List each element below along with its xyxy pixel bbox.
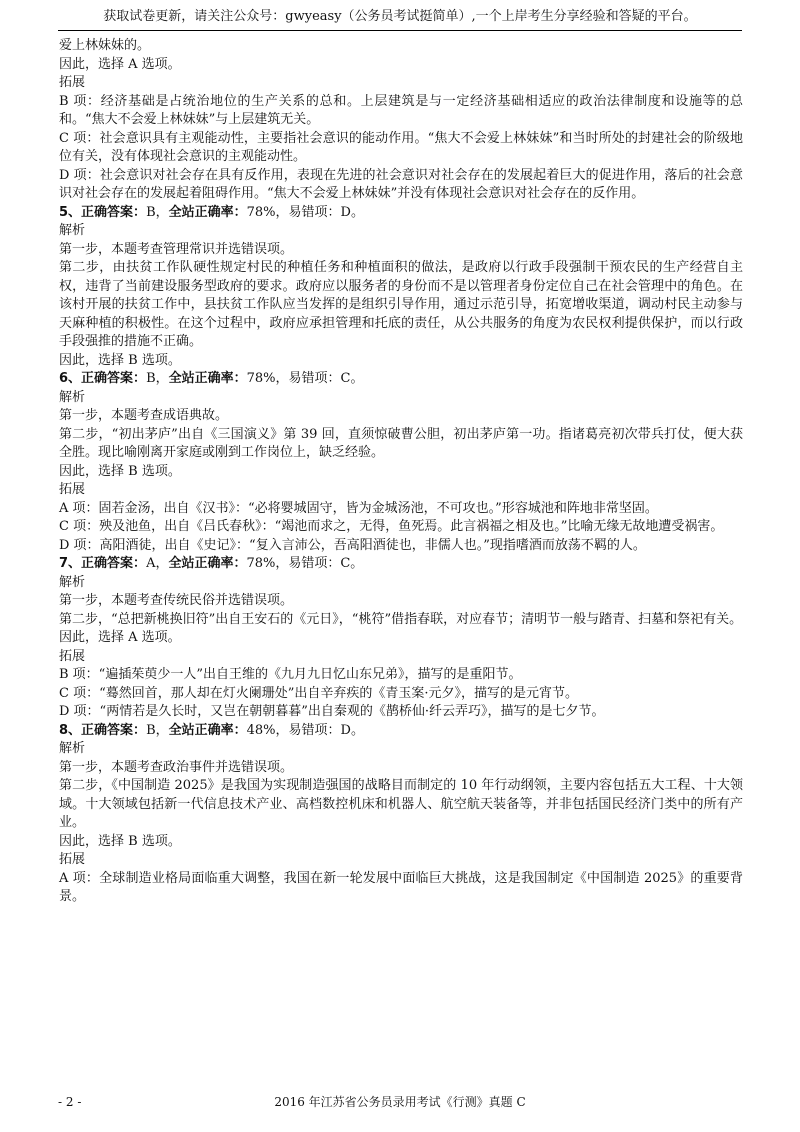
- paragraph: 第二步，由扶贫工作队硬性规定村民的种植任务和种植面积的做法，是政府以行政手段强制干预农民的生产经营自主权，违背了当前建设服务型政府的要求。政府应以服务者的身份而不是以管理者身份定位自己在社会管理中的角色。在该村开展的扶贫工作中，县扶贫工作队应当发挥的是组织引导作用，通过示范引导，拓宽增收渠道，调动村民主动参与天麻种植的积极性。在这个过程中，政府应承担管理和托底的责任，从公共服务的角度为农民权利提供保护，而以行政手段强推的措施不正确。: [59, 260, 743, 349]
- question-number: 8、: [59, 722, 82, 738]
- paragraph: 拓展: [59, 75, 86, 90]
- accuracy-label: 全站正确率：: [168, 371, 247, 386]
- paragraph: B 项：经济基础是占统治地位的生产关系的总和。上层建筑是与一定经济基础相适应的政治法律制度和设施等的总和。“焦大不会爱上林妹妹”与上层建筑无关。: [59, 93, 743, 127]
- answer-label: 正确答案：: [81, 371, 147, 386]
- paragraph: A 项：全球制造业格局面临重大调整，我国在新一轮发展中面临巨大挑战，这是我国制定《中国制造 2025》的重要背景。: [59, 870, 743, 904]
- paragraph: C 项：社会意识具有主观能动性，主要指社会意识的能动作用。“焦大不会爱上林妹妹”和当时所处的封建社会的阶级地位有关，没有体现社会意识的主观能动性。: [59, 130, 743, 164]
- paragraph: 解析: [59, 223, 86, 238]
- question-number: 6、: [59, 371, 82, 386]
- answer-value: B，: [146, 371, 169, 386]
- paragraph: 第二步，《中国制造 2025》是我国为实现制造强国的战略目而制定的 10 年行动纲领，主要内容包括五大工程、十大领域。十大领域包括新一代信息技术产业、高档数控机床和机器人、航空航天装备等，并非包括国民经济门类中的所有产业。: [59, 778, 743, 830]
- question-answer-line: [59, 204, 743, 223]
- question-number: 5、: [59, 204, 82, 220]
- paragraph: 拓展: [59, 648, 86, 664]
- paragraph: 第一步，本题考查管理常识并选错误项。: [59, 241, 294, 257]
- answer-label: 正确答案：: [81, 556, 147, 571]
- paragraph: 拓展: [59, 852, 86, 867]
- paragraph: 因此，选择 B 选项。: [59, 352, 181, 368]
- question-number: 7、: [59, 556, 82, 571]
- answer-value: B，: [146, 722, 169, 738]
- accuracy-value: 78%，易错项：C。: [246, 556, 364, 571]
- paragraph: 爱上林妹妹的。: [59, 38, 151, 53]
- paragraph: D 项：高阳酒徒，出自《史记》：“复入言沛公，吾高阳酒徒也，非儒人也。”现指嗜酒而放荡不羁的人。: [59, 537, 646, 553]
- paragraph: C 项：殃及池鱼，出自《吕氏春秋》：“竭池而求之，无得，鱼死焉。此言祸福之相及也。”比喻无缘无故地遭受祸害。: [59, 519, 724, 534]
- paragraph: 解析: [59, 741, 86, 756]
- paragraph: 第二步，“初出茅庐”出自《三国演义》第 39 回，直须惊破曹公胆，初出茅庐第一功。指诸葛亮初次带兵打仗，便大获全胜。现比喻刚离开家庭或刚到工作岗位上，缺乏经验。: [59, 426, 743, 460]
- paragraph: 第二步，“总把新桃换旧符”出自王安石的《元日》，“桃符”借指春联，对应春节；清明节一般与踏青、扫墓和祭祀有关。: [59, 611, 743, 627]
- paragraph: 解析: [59, 389, 86, 405]
- paragraph: 因此，选择 A 选项。: [59, 56, 181, 72]
- accuracy-label: 全站正确率：: [168, 204, 247, 220]
- paragraph: 第一步，本题考查成语典故。: [59, 408, 229, 423]
- answer-label: 正确答案：: [81, 204, 147, 220]
- answer-value: B，: [146, 204, 169, 220]
- page-header: 获取试卷更新，请关注公众号：gwyeasy（公务员考试挺简单）,一个上岸考生分享经验和答疑的平台。: [103, 9, 697, 24]
- accuracy-label: 全站正确率：: [168, 556, 247, 571]
- paragraph: D 项：社会意识对社会存在具有反作用，表现在先进的社会意识对社会存在的发展起着巨大的促进作用，落后的社会意识对社会存在的发展起着阻碍作用。“焦大不会爱上林妹妹”并没有体现社会意识对社会存在的反作用。: [59, 167, 743, 201]
- accuracy-value: 78%，易错项：D。: [246, 204, 364, 220]
- paragraph: C 项：“蓦然回首，那人却在灯火阑珊处”出自辛弃疾的《青玉案·元夕》，描写的是元宵节。: [59, 685, 579, 701]
- paragraph: 第一步，本题考查传统民俗并选错误项。: [59, 593, 294, 608]
- accuracy-label: 全站正确率：: [168, 722, 247, 738]
- question-answer-line: [59, 370, 743, 389]
- paragraph: 第一步，本题考查政治事件并选错误项。: [59, 759, 294, 775]
- paragraph: 因此，选择 B 选项。: [59, 833, 181, 849]
- paragraph: 拓展: [59, 482, 86, 497]
- footer-title: 2016 年江苏省公务员录用考试《行测》真题 C: [274, 1095, 526, 1109]
- accuracy-value: 48%，易错项：D。: [246, 722, 364, 738]
- question-answer-line: [59, 555, 743, 574]
- paragraph: 因此，选择 A 选项。: [59, 630, 181, 645]
- question-answer-line: [59, 722, 743, 741]
- paragraph: 解析: [59, 574, 86, 590]
- paragraph: B 项：“遍插茱萸少一人”出自王维的《九月九日忆山东兄弟》，描写的是重阳节。: [59, 667, 522, 682]
- answer-label: 正确答案：: [81, 722, 147, 738]
- header-divider: [58, 30, 742, 31]
- answer-value: A，: [146, 556, 169, 571]
- paragraph: A 项：固若金汤，出自《汉书》：“必将婴城固守，皆为金城汤池，不可攻也。”形容城池和阵地非常坚固。: [59, 500, 658, 516]
- paragraph: 因此，选择 B 选项。: [59, 463, 181, 479]
- document-body: [59, 37, 743, 907]
- accuracy-value: 78%，易错项：C。: [246, 371, 364, 386]
- paragraph: D 项：“两情若是久长时，又岂在朝朝暮暮”出自秦观的《鹊桥仙·纤云弄巧》，描写的是七夕节。: [59, 704, 605, 719]
- page-number: - 2 -: [58, 1095, 82, 1109]
